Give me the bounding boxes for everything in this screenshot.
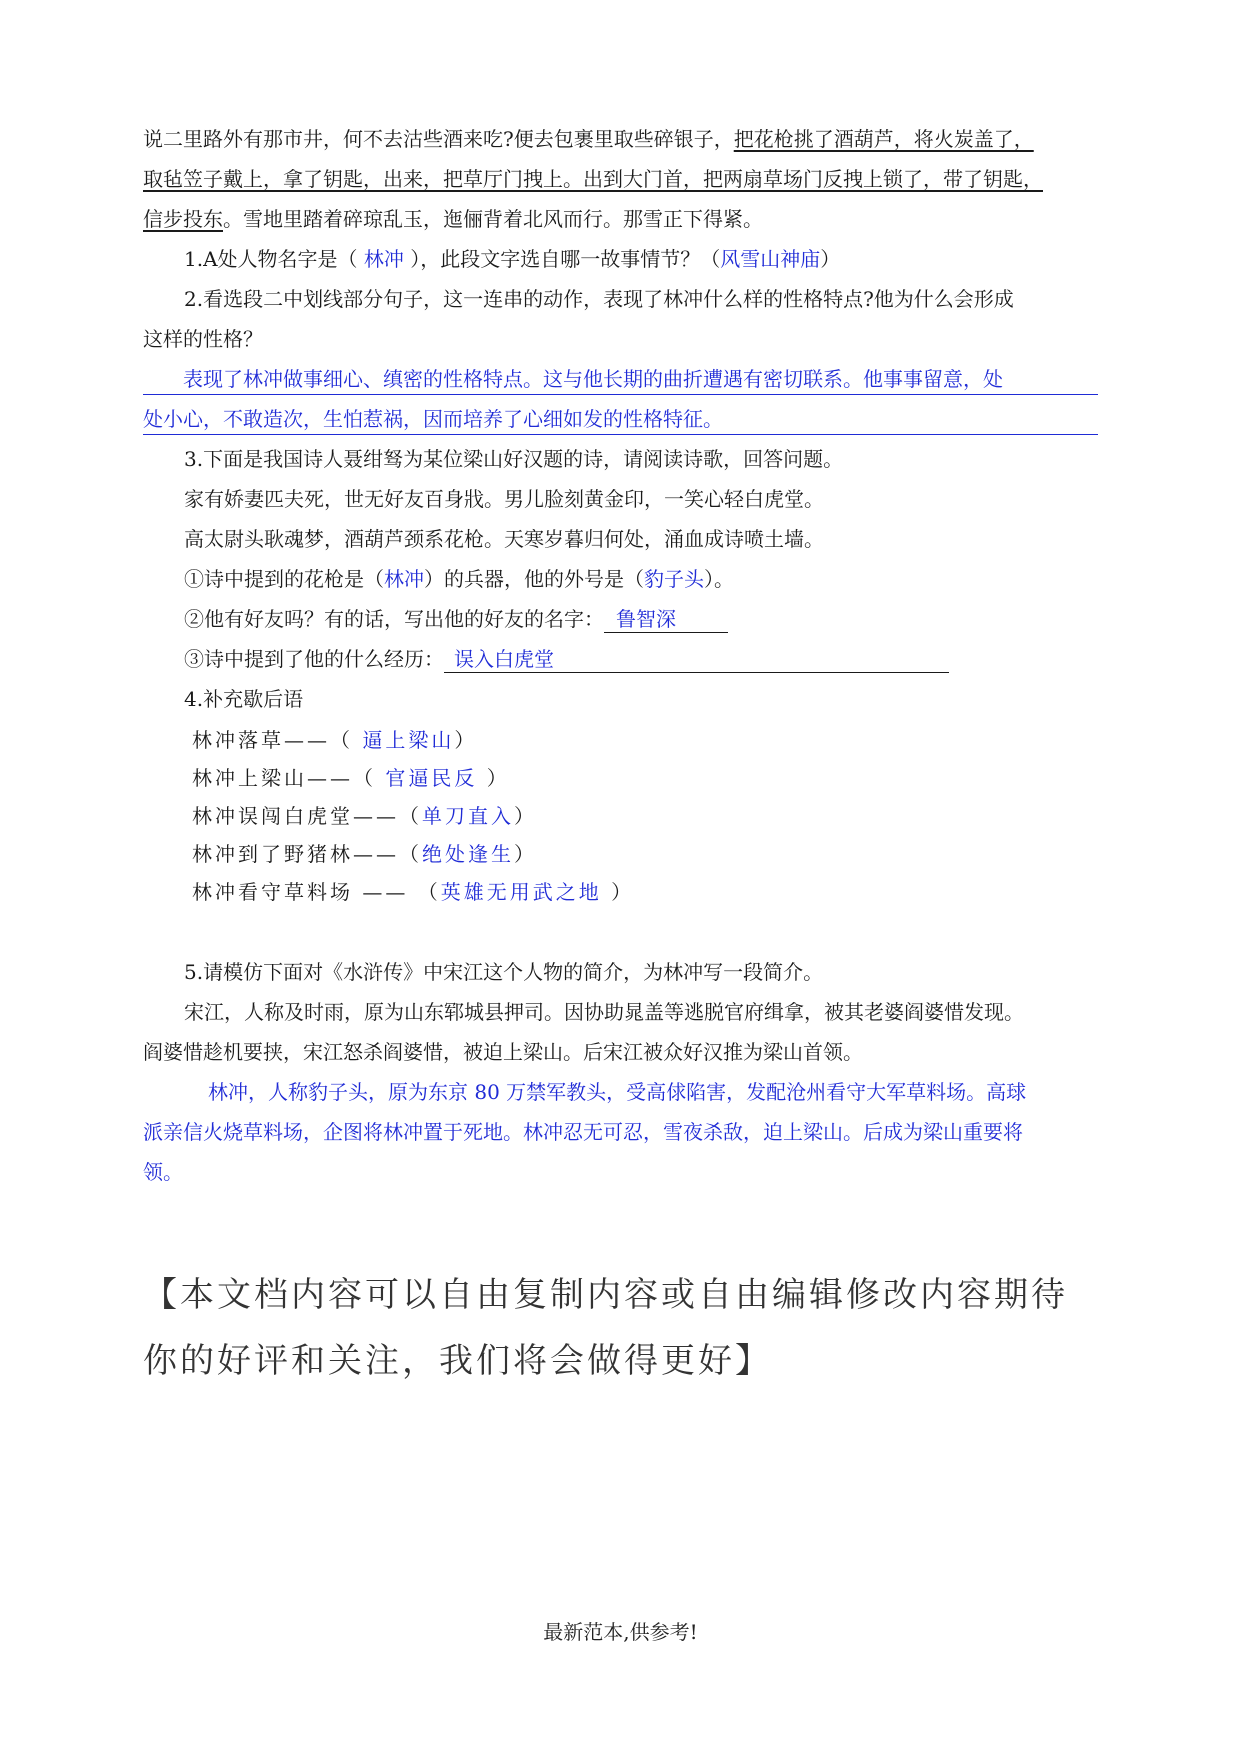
xiehouyu-item xyxy=(192,721,634,759)
xiehouyu-list xyxy=(192,721,634,911)
passage-text: 说二里路外有那市井，何不去沽些酒来吃?便去包裹里取些碎银子， xyxy=(143,127,734,151)
answer-text: 风雪山神庙 xyxy=(720,247,821,271)
passage-line-2: 取毡笠子戴上，拿了钥匙，出来，把草厅门拽上。出到大门首，把两扇草场门反拽上锁了，带了钥匙， xyxy=(143,167,1043,191)
answer-blank: 鲁智深 xyxy=(604,606,728,633)
question-text: 林冲落草——（ xyxy=(192,728,363,752)
poem-line-1: 家有娇妻匹夫死，世无好友百身戕。男儿脸刻黄金印，一笑心轻白虎堂。 xyxy=(184,487,824,511)
question-text: 林冲误闯白虎堂——（ xyxy=(192,804,422,828)
question-text: ） xyxy=(514,842,537,866)
question-text: ），此段文字选自哪一故事情节？（ xyxy=(403,247,721,271)
question-text: 林冲看守草料场 —— （ xyxy=(192,880,441,904)
answer-text: 单刀直入 xyxy=(422,804,514,828)
question-4-title: 4.补充歇后语 xyxy=(184,687,304,711)
passage-line-3 xyxy=(143,204,763,234)
question-text: ①诗中提到的花枪是（ xyxy=(184,567,384,591)
question-text: 1.A处人物名字是（ xyxy=(184,247,364,271)
question-3-sub-3 xyxy=(184,644,949,674)
xiehouyu-item xyxy=(192,835,634,873)
question-3-sub-1 xyxy=(184,564,734,594)
question-text: 林冲到了野猪林——（ xyxy=(192,842,422,866)
question-text: ）。 xyxy=(704,567,734,591)
question-text: ）的兵器，他的外号是（ xyxy=(424,567,644,591)
answer-line: 处小心，不敢造次，生怕惹祸，因而培养了心细如发的性格特征。 xyxy=(143,404,1098,435)
answer-blank: 误入白虎堂 xyxy=(444,646,949,673)
question-text: ③诗中提到了他的什么经历： xyxy=(184,647,444,671)
xiehouyu-item xyxy=(192,873,634,911)
question-5-intro: 5.请模仿下面对《水浒传》中宋江这个人物的简介，为林冲写一段简介。 xyxy=(184,960,824,984)
example-line-1: 宋江，人称及时雨，原为山东郓城县押司。因协助晁盖等逃脱官府缉拿，被其老婆阎婆惜发现。 xyxy=(184,1000,1024,1024)
example-line-2: 阎婆惜趁机要挟，宋江怒杀阎婆惜，被迫上梁山。后宋江被众好汉推为梁山首领。 xyxy=(143,1040,863,1064)
passage-text: 。雪地里踏着碎琼乱玉，迤俪背着北风而行。那雪正下得紧。 xyxy=(223,207,763,231)
answer-text: 豹子头 xyxy=(644,567,704,591)
answer-text: 逼上梁山 xyxy=(362,728,455,752)
question-text: ②他有好友吗？有的话，写出他的好友的名字： xyxy=(184,607,604,631)
question-1 xyxy=(184,244,840,274)
poem-line-2: 高太尉头耿魂梦，酒葫芦颈系花枪。天寒岁暮归何处，涌血成诗喷土墙。 xyxy=(184,527,824,551)
answer-text: 绝处逢生 xyxy=(422,842,514,866)
answer-line: 派亲信火烧草料场，企图将林冲置于死地。林冲忍无可忍，雪夜杀敌，迫上梁山。后成为梁山重要将 xyxy=(143,1120,1023,1144)
question-2-line-1: 2.看选段二中划线部分句子，这一连串的动作，表现了林冲什么样的性格特点?他为什么会形成 xyxy=(184,287,1014,311)
passage-underlined-text: 把花枪挑了酒葫芦，将火炭盖了， xyxy=(733,127,1034,151)
passage-underlined-text: 信步投东 xyxy=(143,207,223,231)
question-text: ） xyxy=(820,247,841,271)
answer-line: 领。 xyxy=(143,1160,183,1184)
notice-text: 【本文档内容可以自由复制内容或自由编辑修改内容期待你的好评和关注，我们将会做得更好】 xyxy=(143,1275,1068,1381)
question-3-sub-2 xyxy=(184,604,728,634)
xiehouyu-item xyxy=(192,797,634,835)
answer-text: 英雄无用武之地 xyxy=(440,880,602,904)
passage-line-1 xyxy=(143,124,1034,154)
xiehouyu-item xyxy=(192,759,634,797)
question-3-intro: 3.下面是我国诗人聂绀驽为某位梁山好汉题的诗，请阅读诗歌，回答问题。 xyxy=(184,447,844,471)
answer-text: 林冲 xyxy=(384,567,424,591)
question-text: 林冲上梁山——（ xyxy=(192,766,386,790)
question-text: ） xyxy=(477,766,510,790)
question-text: ） xyxy=(601,880,635,904)
answer-line: 林冲，人称豹子头，原为东京 80 万禁军教头，受高俅陷害，发配沧州看守大军草料场。高球 xyxy=(208,1080,1027,1104)
question-text: ） xyxy=(514,804,537,828)
answer-text: 官逼民反 xyxy=(385,766,478,790)
question-text: ） xyxy=(454,728,478,752)
answer-line: 表现了林冲做事细心、缜密的性格特点。这与他长期的曲折遭遇有密切联系。他事事留意，处 xyxy=(143,364,1098,395)
answer-text: 林冲 xyxy=(363,247,404,271)
page-footer: 最新范本,供参考! xyxy=(543,1620,698,1644)
question-2-line-2: 这样的性格？ xyxy=(143,327,263,351)
